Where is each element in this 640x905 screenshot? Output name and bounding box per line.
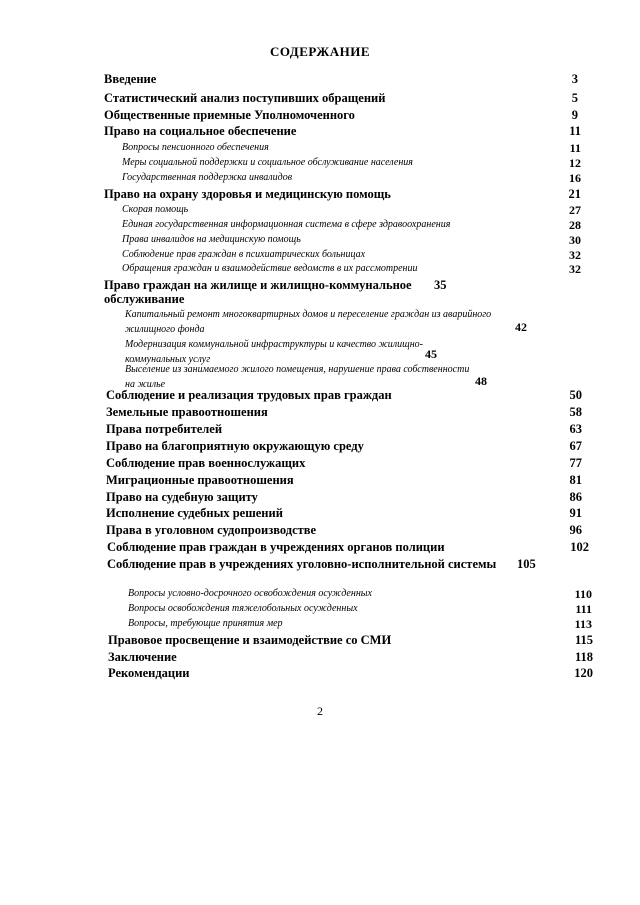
toc-entry[interactable]: [108, 666, 593, 681]
page-number: 2: [317, 704, 323, 718]
toc-entry-title: Обращения граждан и взаимодействие ведомств в их рассмотрении: [122, 263, 418, 274]
toc-entry-page: 118: [574, 650, 593, 664]
toc-entry-page: 86: [569, 490, 582, 504]
toc-entry-title: Заключение: [108, 650, 177, 664]
toc-entry-page: 96: [569, 523, 582, 537]
toc-entry-page: 110: [574, 587, 592, 601]
toc-subentry[interactable]: [128, 617, 592, 632]
toc-entry-page: 11: [569, 124, 581, 138]
toc-subentry[interactable]: [122, 233, 581, 248]
toc-entry-title: Соблюдение прав в учреждениях уголовно-исполнительной системы: [107, 557, 497, 571]
toc-entry-title: Скорая помощь: [122, 204, 189, 215]
toc-entry-page: 28: [569, 218, 581, 232]
toc-entry-title: Соблюдение прав военнослужащих: [106, 456, 306, 470]
toc-entry-title: Миграционные правоотношения: [106, 473, 294, 487]
toc-entry[interactable]: [106, 388, 582, 403]
toc-entry-page: 30: [569, 233, 581, 247]
toc-subentry[interactable]: [122, 156, 581, 171]
toc-entry[interactable]: [104, 187, 581, 202]
toc-entry-title: Права инвалидов на медицинскую помощь: [122, 234, 301, 245]
toc-entry-title: Выселение из занимаемого жилого помещения, нарушение права собственности на жилье: [125, 364, 470, 390]
toc-entry-page: 102: [570, 540, 589, 554]
toc-entry-title: Право на судебную защиту: [106, 490, 258, 504]
toc-entry-page: 42: [515, 320, 527, 334]
toc-entry-page: 63: [569, 422, 582, 436]
toc-subentry[interactable]: [122, 171, 581, 186]
toc-entry[interactable]: [104, 124, 581, 139]
toc-entry-title: Права потребителей: [106, 422, 223, 436]
toc-entry-title: Вопросы условно-досрочного освобождения осужденных: [128, 588, 372, 599]
toc-entry-page: 91: [569, 506, 582, 520]
toc-entry-title: Меры социальной поддержки и социальное обслуживание населения: [122, 157, 413, 168]
toc-entry-title: Права в уголовном судопроизводстве: [106, 523, 317, 537]
toc-entry-title: Капитальный ремонт многоквартирных домов и переселение граждан из аварийного жилищного фонда: [125, 309, 492, 335]
toc-entry[interactable]: [106, 439, 582, 454]
toc-entry-page: 16: [569, 171, 581, 185]
toc-subentry[interactable]: [128, 587, 592, 602]
toc-entry-page: 113: [574, 617, 592, 631]
toc-entry-page: 50: [569, 388, 582, 402]
toc-entry-title: Право на охрану здоровья и медицинскую помощь: [104, 187, 391, 201]
toc-entry-page: 32: [569, 262, 581, 276]
toc-entry-page: 3: [571, 72, 578, 86]
toc-entry[interactable]: [104, 278, 581, 306]
toc-entry-page: 115: [574, 633, 593, 647]
toc-subentry[interactable]: [128, 602, 592, 617]
toc-entry-page: 45: [425, 347, 437, 361]
toc-entry-title: Единая государственная информационная система в сфере здравоохранения: [122, 219, 451, 230]
toc-entry[interactable]: [106, 490, 582, 505]
toc-entry-page: 77: [569, 456, 582, 470]
toc-entry[interactable]: [108, 650, 593, 665]
toc-entry-title: Правовое просвещение и взаимодействие со СМИ: [108, 633, 392, 647]
toc-entry-title: Вопросы освобождения тяжелобольных осужденных: [128, 603, 358, 614]
toc-entry[interactable]: [107, 540, 589, 555]
toc-entry-title: Соблюдение и реализация трудовых прав граждан: [106, 388, 392, 402]
toc-subentry[interactable]: [122, 203, 581, 218]
toc-entry-title: Соблюдение прав граждан в психиатрических больницах: [122, 249, 366, 260]
toc-entry-page: 81: [569, 473, 582, 487]
toc-entry-page: 9: [571, 108, 578, 122]
toc-entry-page: 12: [569, 156, 581, 170]
toc-entry-page: 120: [574, 666, 593, 680]
toc-entry-title: Право на благоприятную окружающую среду: [106, 439, 364, 453]
toc-entry[interactable]: [106, 473, 582, 488]
toc-entry[interactable]: [104, 108, 578, 123]
toc-entry[interactable]: [104, 91, 578, 106]
toc-entry-title: Земельные правоотношения: [106, 405, 268, 419]
toc-entry-page: 32: [569, 248, 581, 262]
toc-entry-title: Вопросы пенсионного обеспечения: [122, 142, 269, 153]
toc-entry[interactable]: [106, 523, 582, 538]
toc-entry[interactable]: [106, 422, 582, 437]
toc-entry-page: 27: [569, 203, 581, 217]
toc-subentry[interactable]: [122, 218, 581, 233]
toc-entry-title: Право граждан на жилище и жилищно-коммунальное обслуживание: [104, 278, 412, 306]
toc-entry-page: 5: [571, 91, 578, 105]
page-title: СОДЕРЖАНИЕ: [269, 44, 371, 59]
toc-subentry[interactable]: [122, 262, 581, 277]
toc-entry[interactable]: [106, 506, 582, 521]
toc-entry-title: Статистический анализ поступивших обращений: [104, 91, 386, 105]
toc-entry-page: 21: [568, 187, 581, 201]
toc-entry-page: 58: [569, 405, 582, 419]
toc-entry-title: Общественные приемные Уполномоченного: [104, 108, 355, 122]
toc-entry-title: Соблюдение прав граждан в учреждениях органов полиции: [107, 540, 445, 554]
toc-entry-title: Рекомендации: [108, 666, 190, 680]
toc-entry-page: 48: [475, 374, 487, 388]
toc-entry-title: Введение: [104, 72, 157, 86]
toc-entry[interactable]: [108, 633, 593, 648]
toc-subentry[interactable]: [125, 307, 581, 337]
toc-entry-page: 11: [569, 141, 581, 155]
toc-entry-page: 111: [575, 602, 592, 616]
toc-entry-title: Государственная поддержка инвалидов: [122, 172, 293, 183]
toc-entry-page: 105: [517, 557, 536, 571]
toc-entry[interactable]: [106, 405, 582, 420]
toc-entry[interactable]: [107, 557, 592, 572]
toc-entry-title: Исполнение судебных решений: [106, 506, 283, 520]
toc-entry-title: Модернизация коммунальной инфраструктуры и качество жилищно-коммунальных услуг: [125, 339, 424, 365]
toc-entry-page: 67: [569, 439, 582, 453]
toc-entry-title: Право на социальное обеспечение: [104, 124, 297, 138]
toc-entry-page: 35: [434, 278, 447, 292]
toc-subentry[interactable]: [122, 141, 581, 156]
toc-entry-title: Вопросы, требующие принятия мер: [128, 618, 283, 629]
toc-entry[interactable]: [104, 72, 578, 87]
toc-entry[interactable]: [106, 456, 582, 471]
toc-subentry[interactable]: [122, 248, 581, 263]
